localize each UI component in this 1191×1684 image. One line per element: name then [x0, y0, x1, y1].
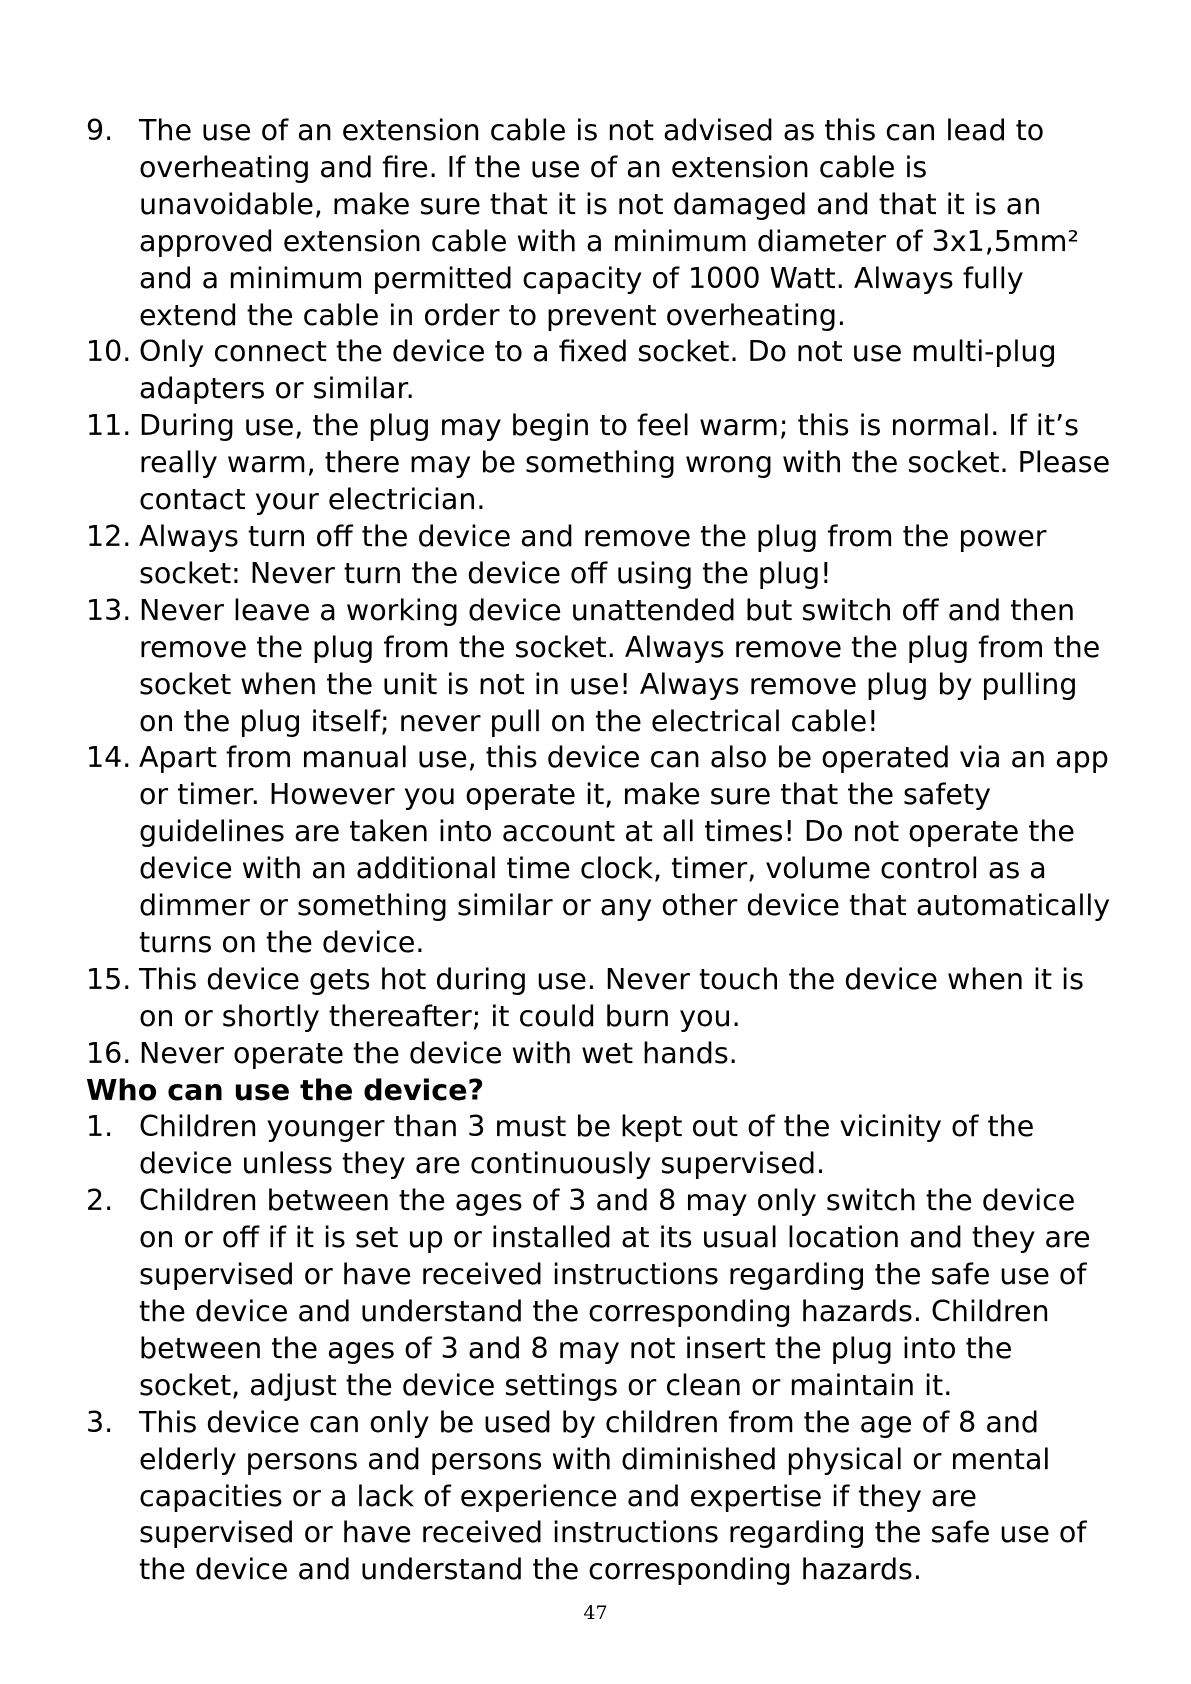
list-item — [86, 740, 1116, 961]
item-text: Children between the ages of 3 and 8 may only switch the device on or off if it is set up or installed at its usual location and they are supervised or have received instructions regarding the safe use of the device and understand the corresponding hazards. Children between the ages of 3 and 8 may not insert the plug into the socket, adjust the device settings or clean or maintain it. — [139, 1184, 1091, 1402]
item-number: 16. — [86, 1036, 132, 1070]
item-number: 14. — [86, 741, 132, 775]
item-text: Apart from manual use, this device can also be operated via an app or timer. However you operate it, make sure that the safety guidelines are taken into account at all times! Do not operate the device with an additional time clock, timer, volume control as a dimmer or something similar or any other device that automatically turns on the device. — [139, 741, 1111, 959]
item-text: Never operate the device with wet hands. — [139, 1036, 738, 1070]
list-item — [86, 334, 1116, 408]
item-text: The use of an extension cable is not advised as this can lead to overheating and fire. If the use of an extension cable is unavoidable, make sure that it is not damaged and that it is an approved extension cable with a minimum diameter of 3x1,5mm² and a minimum permitted capacity of 1000 Watt. Always fully extend the cable in order to prevent overheating. — [139, 114, 1079, 332]
item-number: 9. — [86, 114, 114, 147]
list-item — [86, 1036, 1116, 1073]
list-item — [86, 962, 1116, 1036]
list-item — [86, 593, 1116, 741]
item-number: 11. — [86, 409, 132, 443]
item-number: 10. — [86, 335, 132, 369]
list-item — [86, 1183, 1116, 1404]
item-text: This device gets hot during use. Never touch the device when it is on or shortly thereafter; it could burn you. — [139, 962, 1084, 1033]
list-item — [86, 113, 1116, 334]
item-number: 3. — [86, 1405, 114, 1439]
safety-instructions-list — [86, 113, 1116, 1073]
item-number: 2. — [86, 1184, 114, 1218]
page-content — [86, 113, 1116, 1589]
item-number: 1. — [86, 1110, 114, 1144]
item-number: 13. — [86, 593, 132, 627]
item-text: Always turn off the device and remove the plug from the power socket: Never turn the device off using the plug! — [139, 519, 1047, 590]
section-heading: Who can use the device? — [86, 1073, 485, 1107]
list-item — [86, 1109, 1116, 1183]
list-item — [86, 519, 1116, 593]
item-text: This device can only be used by children from the age of 8 and elderly persons and persons with diminished physical or mental capacities or a lack of experience and expertise if they are supervised or have received instructions regarding the safe use of the device and understand the corresponding hazards. — [139, 1405, 1087, 1587]
item-number: 15. — [86, 962, 132, 996]
who-can-use-list — [86, 1109, 1116, 1589]
list-item — [86, 1405, 1116, 1590]
list-item — [86, 408, 1116, 519]
item-text: Children younger than 3 must be kept out of the vicinity of the device unless they are continuously supervised. — [139, 1110, 1035, 1181]
item-number: 12. — [86, 519, 132, 553]
item-text: Never leave a working device unattended but switch off and then remove the plug from the socket. Always remove the plug from the socket when the unit is not in use! Always remove plug by pulling on the plug itself; never pull on the electrical cable! — [139, 593, 1101, 738]
page-number: 47 — [583, 1602, 608, 1624]
item-text: During use, the plug may begin to feel warm; this is normal. If it’s really warm, there may be something wrong with the socket. Please contact your electrician. — [139, 409, 1111, 517]
item-text: Only connect the device to a fixed socket. Do not use multi-plug adapters or similar. — [139, 335, 1057, 406]
